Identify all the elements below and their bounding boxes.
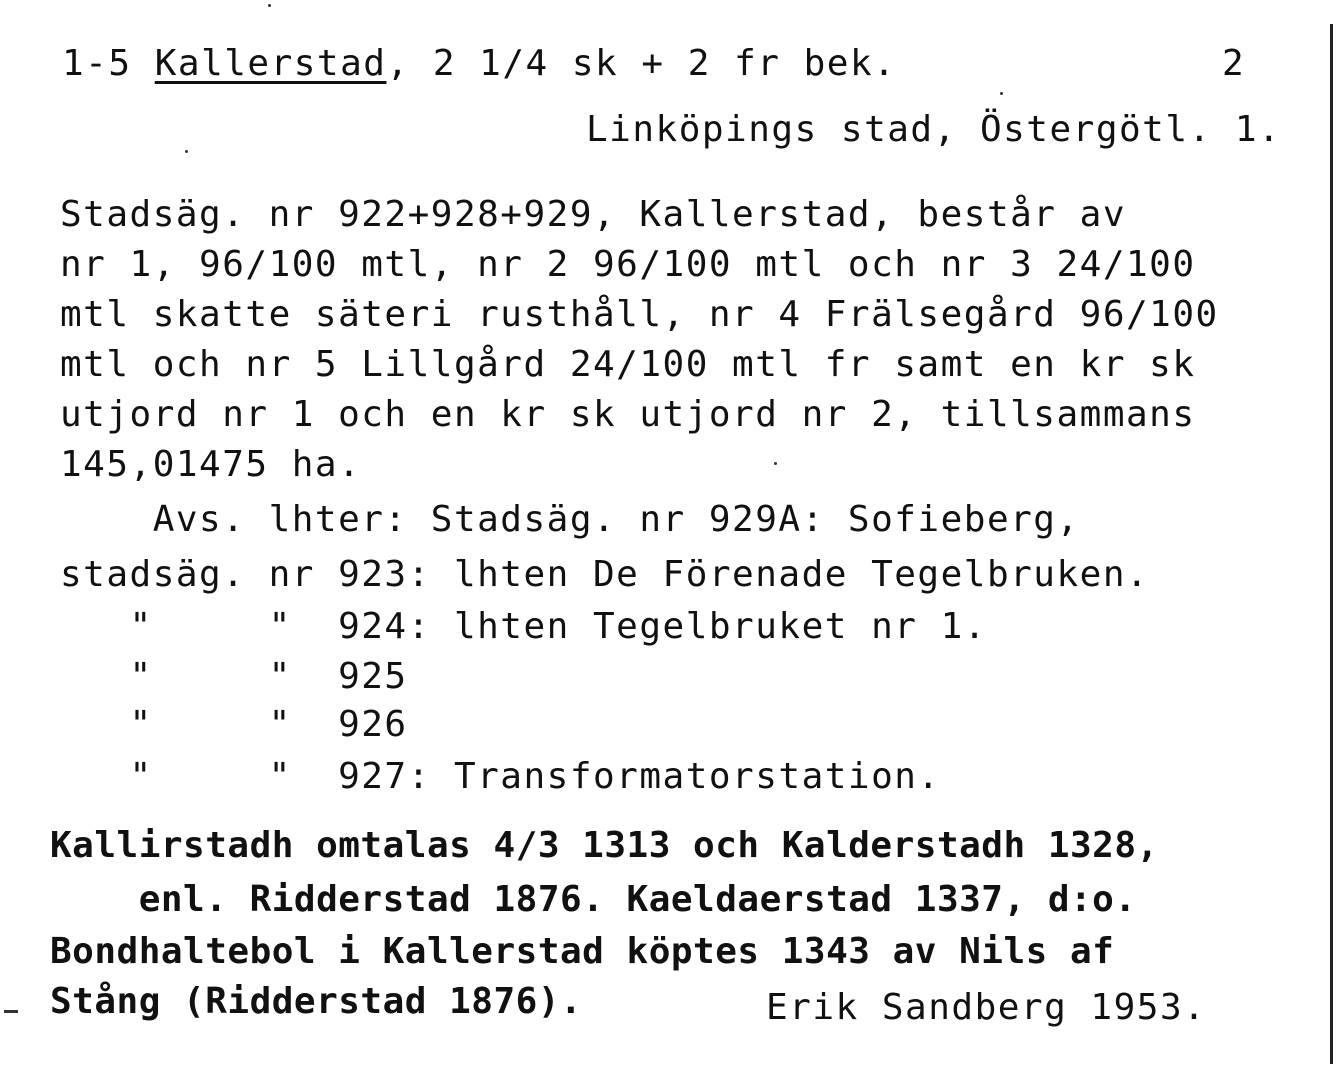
text-line: 145,01475 ha.	[60, 444, 362, 485]
speck	[774, 462, 777, 465]
text-line: enl. Ridderstad 1876. Kaeldaerstad 1337, d:o.	[50, 879, 1137, 920]
text-line: utjord nr 1 och en kr sk utjord nr 2, tillsammans	[60, 394, 1196, 435]
text-line: Avs. lhter: Stadsäg. nr 929A: Sofieberg,	[60, 499, 1080, 540]
header-ref: 1-5	[62, 43, 132, 84]
header-rest: , 2 1/4 sk + 2 fr bek.	[386, 43, 897, 84]
speck	[1000, 92, 1003, 95]
text-line: mtl och nr 5 Lillgård 24/100 mtl fr samt en kr sk	[60, 344, 1196, 385]
text-line: mtl skatte säteri rusthåll, nr 4 Frälsegård 96/100	[60, 294, 1219, 335]
speck	[185, 150, 188, 153]
text-line: Bondhaltebol i Kallerstad köptes 1343 av Nils af	[50, 931, 1115, 972]
text-line: Kallirstadh omtalas 4/3 1313 och Kalderstadh 1328,	[50, 825, 1159, 866]
speck	[268, 4, 271, 7]
header-location: Linköpings stad, Östergötl. 1.	[586, 109, 1282, 150]
text-line: " " 925	[60, 656, 408, 697]
margin-mark	[4, 1010, 18, 1013]
header-line	[62, 44, 896, 84]
signature-line: Erik Sandberg 1953.	[766, 987, 1207, 1028]
header-place-name: Kallerstad	[154, 43, 387, 84]
text-line: " " 924: lhten Tegelbruket nr 1.	[60, 606, 987, 647]
page-number: 2	[1222, 43, 1246, 84]
text-line: " " 927: Transformatorstation.	[60, 756, 941, 797]
text-line: Stång (Ridderstad 1876).	[50, 981, 583, 1022]
text-line: stadsäg. nr 923: lhten De Förenade Tegelbruken.	[60, 554, 1150, 595]
card-right-edge	[1330, 24, 1333, 1064]
text-line: Stadsäg. nr 922+928+929, Kallerstad, består av	[60, 194, 1126, 235]
text-line: nr 1, 96/100 mtl, nr 2 96/100 mtl och nr 3 24/100	[60, 244, 1196, 285]
text-line: " " 926	[60, 704, 408, 745]
